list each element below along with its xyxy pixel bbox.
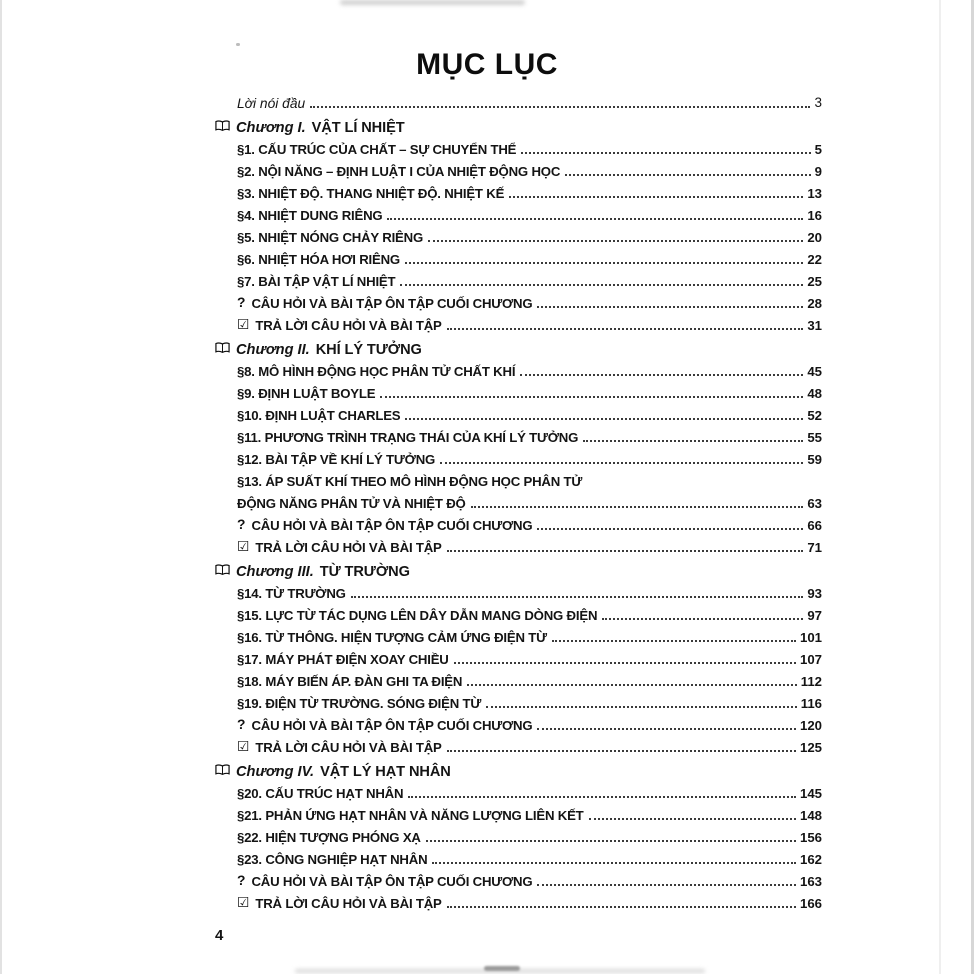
chapter-title: VẬT LÍ NHIỆT	[311, 120, 405, 136]
entry-page: 45	[807, 363, 822, 379]
dot-leader	[447, 328, 804, 330]
entry-label: §8. MÔ HÌNH ĐỘNG HỌC PHÂN TỬ CHẤT KHÍ	[237, 363, 516, 379]
entry-label: §3. NHIỆT ĐỘ. THANG NHIỆT ĐỘ. NHIỆT KẾ	[237, 185, 505, 201]
chapter-title: KHÍ LÝ TƯỞNG	[315, 342, 422, 358]
entry-page: 55	[807, 429, 822, 445]
page-title: MỤC LỤC	[416, 48, 558, 81]
entry-label: §7. BÀI TẬP VẬT LÍ NHIỆT	[237, 273, 396, 289]
toc-entry	[237, 868, 822, 890]
dot-leader	[380, 396, 803, 398]
toc-entry	[237, 646, 822, 668]
chapter-heading	[237, 334, 822, 358]
dot-leader	[454, 662, 796, 664]
toc-entry	[237, 890, 822, 912]
question-mark-icon: ?	[237, 517, 246, 533]
toc-entry	[237, 580, 822, 602]
chapter-number: Chương IV.	[236, 764, 315, 780]
toc-entry	[237, 402, 822, 424]
checkbox-checked-icon: ☑	[237, 739, 250, 755]
entry-page: 166	[799, 895, 822, 911]
entry-label: CÂU HỎI VÀ BÀI TẬP ÔN TẬP CUỐI CHƯƠNG	[251, 295, 533, 311]
entry-page: 28	[807, 295, 822, 311]
entry-page: 22	[807, 251, 822, 267]
dot-leader	[537, 306, 803, 308]
dot-leader	[537, 528, 803, 530]
table-of-contents	[237, 90, 822, 912]
entry-page: 20	[807, 229, 822, 245]
dot-leader	[432, 862, 796, 864]
entry-page: 66	[807, 517, 822, 533]
toc-entry	[237, 312, 822, 334]
entry-label: §23. CÔNG NGHIỆP HẠT NHÂN	[237, 851, 428, 867]
entry-page: 52	[807, 407, 822, 423]
toc-entry	[237, 446, 822, 468]
dot-leader	[310, 106, 810, 108]
toc-entry	[237, 246, 822, 268]
entry-label: §10. ĐỊNH LUẬT CHARLES	[237, 407, 401, 423]
dot-leader	[447, 550, 804, 552]
toc-entry	[237, 780, 822, 802]
toc-entry	[237, 490, 822, 512]
entry-page: 101	[799, 629, 822, 645]
entry-label: §18. MÁY BIẾN ÁP. ĐÀN GHI TA ĐIỆN	[237, 673, 463, 689]
entry-label: §19. ĐIỆN TỪ TRƯỜNG. SÓNG ĐIỆN TỪ	[237, 695, 482, 711]
toc-entry	[237, 824, 822, 846]
entry-label: §15. LỰC TỪ TÁC DỤNG LÊN DÂY DẪN MANG DÒNG ĐIỆN	[237, 607, 598, 623]
entry-page: 5	[814, 141, 822, 157]
page-number: 4	[215, 927, 224, 944]
toc-entry	[237, 534, 822, 556]
entry-label: TRẢ LỜI CÂU HỎI VÀ BÀI TẬP	[255, 739, 442, 755]
toc-entry	[237, 512, 822, 534]
toc-entry	[237, 158, 822, 180]
dot-leader	[408, 796, 796, 798]
question-mark-icon: ?	[237, 295, 246, 311]
toc-entry	[237, 712, 822, 734]
entry-page: 148	[799, 807, 822, 823]
entry-label: TRẢ LỜI CÂU HỎI VÀ BÀI TẬP	[255, 317, 442, 333]
dot-leader	[405, 262, 803, 264]
toc-entry	[237, 802, 822, 824]
dot-leader	[467, 684, 797, 686]
toc-entry	[237, 136, 822, 158]
open-book-icon	[215, 342, 230, 354]
entry-label: §11. PHƯƠNG TRÌNH TRẠNG THÁI CỦA KHÍ LÝ TƯỞNG	[237, 429, 579, 445]
chapter-number: Chương III.	[236, 564, 314, 580]
dot-leader	[589, 818, 796, 820]
open-book-icon	[215, 764, 230, 776]
entry-label: §12. BÀI TẬP VỀ KHÍ LÝ TƯỞNG	[237, 451, 436, 467]
toc-entry	[237, 734, 822, 756]
toc-entry-line	[237, 468, 822, 490]
dot-leader	[351, 596, 804, 598]
question-mark-icon: ?	[237, 873, 246, 889]
chapter-heading	[237, 756, 822, 780]
scan-edge-left	[0, 0, 2, 974]
entry-label: CÂU HỎI VÀ BÀI TẬP ÔN TẬP CUỐI CHƯƠNG	[251, 873, 533, 889]
toc-entry	[237, 846, 822, 868]
entry-label: §9. ĐỊNH LUẬT BOYLE	[237, 385, 376, 401]
entry-page: 48	[807, 385, 822, 401]
dot-leader	[405, 418, 803, 420]
toc-entry	[237, 268, 822, 290]
dot-leader	[471, 506, 804, 508]
entry-page: 120	[799, 717, 822, 733]
entry-label: §2. NỘI NĂNG – ĐỊNH LUẬT I CỦA NHIỆT ĐỘNG HỌC	[237, 163, 561, 179]
entry-page: 13	[807, 185, 822, 201]
entry-label: §1. CẤU TRÚC CỦA CHẤT – SỰ CHUYỂN THỂ	[237, 141, 517, 157]
entry-label: §5. NHIỆT NÓNG CHẢY RIÊNG	[237, 229, 424, 245]
dot-leader	[537, 884, 796, 886]
question-mark-icon: ?	[237, 717, 246, 733]
dot-leader	[447, 906, 796, 908]
chapter-title: VẬT LÝ HẠT NHÂN	[320, 764, 451, 780]
toc-entry	[237, 358, 822, 380]
toc-entry	[237, 690, 822, 712]
chapter-number: Chương I.	[236, 120, 306, 136]
scan-artifact	[340, 0, 525, 5]
entry-label: CÂU HỎI VÀ BÀI TẬP ÔN TẬP CUỐI CHƯƠNG	[251, 717, 533, 733]
dot-leader	[552, 640, 796, 642]
dot-leader	[426, 840, 796, 842]
entry-page: 97	[807, 607, 822, 623]
chapter-heading	[237, 112, 822, 136]
toc-entry-preface	[237, 90, 822, 112]
open-book-icon	[215, 564, 230, 576]
entry-page: 112	[800, 673, 822, 689]
scan-artifact	[484, 966, 520, 971]
entry-page: 71	[807, 539, 822, 555]
dot-leader	[447, 750, 796, 752]
entry-page: 63	[807, 495, 822, 511]
dot-leader	[486, 706, 797, 708]
entry-label: §13. ÁP SUẤT KHÍ THEO MÔ HÌNH ĐỘNG HỌC PHÂN TỬ	[237, 473, 583, 489]
entry-page: 93	[807, 585, 822, 601]
entry-page: 145	[799, 785, 822, 801]
entry-label: §21. PHẢN ỨNG HẠT NHÂN VÀ NĂNG LƯỢNG LIÊN KẾT	[237, 807, 584, 823]
checkbox-checked-icon: ☑	[237, 317, 250, 333]
entry-label: TRẢ LỜI CÂU HỎI VÀ BÀI TẬP	[255, 895, 442, 911]
dot-leader	[565, 174, 811, 176]
dot-leader	[428, 240, 803, 242]
toc-entry	[237, 424, 822, 446]
dot-leader	[509, 196, 803, 198]
dot-leader	[583, 440, 803, 442]
entry-page: 107	[799, 651, 822, 667]
entry-page: 16	[807, 207, 822, 223]
entry-page: 125	[799, 739, 822, 755]
scan-edge-inner-right	[939, 0, 941, 974]
dot-leader	[440, 462, 803, 464]
entry-page: 25	[807, 273, 822, 289]
dot-leader	[520, 374, 803, 376]
dot-leader	[602, 618, 803, 620]
entry-label: Lời nói đầu	[237, 95, 306, 111]
entry-label: §4. NHIỆT DUNG RIÊNG	[237, 207, 383, 223]
entry-page: 3	[814, 95, 822, 111]
toc-entry	[237, 290, 822, 312]
toc-entry	[237, 380, 822, 402]
checkbox-checked-icon: ☑	[237, 895, 250, 911]
entry-page: 31	[807, 317, 822, 333]
entry-label: §16. TỪ THÔNG. HIỆN TƯỢNG CẢM ỨNG ĐIỆN TỪ	[237, 629, 547, 645]
dot-leader	[387, 218, 803, 220]
entry-page: 59	[807, 451, 822, 467]
entry-page: 162	[799, 851, 822, 867]
entry-label: TRẢ LỜI CÂU HỎI VÀ BÀI TẬP	[255, 539, 442, 555]
entry-label: CÂU HỎI VÀ BÀI TẬP ÔN TẬP CUỐI CHƯƠNG	[251, 517, 533, 533]
entry-label: §6. NHIỆT HÓA HƠI RIÊNG	[237, 251, 400, 267]
toc-entry	[237, 668, 822, 690]
dot-leader	[400, 284, 803, 286]
scan-artifact	[236, 43, 240, 46]
dot-leader	[537, 728, 796, 730]
chapter-heading	[237, 556, 822, 580]
entry-label: §14. TỪ TRƯỜNG	[237, 585, 346, 601]
open-book-icon	[215, 120, 230, 132]
dot-leader	[521, 152, 810, 154]
toc-entry	[237, 624, 822, 646]
toc-entry	[237, 602, 822, 624]
entry-label: §20. CẤU TRÚC HẠT NHÂN	[237, 785, 404, 801]
toc-entry	[237, 224, 822, 246]
chapter-title: TỪ TRƯỜNG	[319, 564, 410, 580]
entry-label: §17. MÁY PHÁT ĐIỆN XOAY CHIỀU	[237, 651, 449, 667]
entry-page: 9	[814, 163, 822, 179]
entry-page: 116	[800, 695, 822, 711]
entry-label: §22. HIỆN TƯỢNG PHÓNG XẠ	[237, 829, 421, 845]
checkbox-checked-icon: ☑	[237, 539, 250, 555]
entry-label: ĐỘNG NĂNG PHÂN TỬ VÀ NHIỆT ĐỘ	[237, 495, 466, 511]
entry-page: 163	[799, 873, 822, 889]
entry-page: 156	[799, 829, 822, 845]
chapter-number: Chương II.	[236, 342, 310, 358]
toc-entry	[237, 180, 822, 202]
toc-entry	[237, 202, 822, 224]
